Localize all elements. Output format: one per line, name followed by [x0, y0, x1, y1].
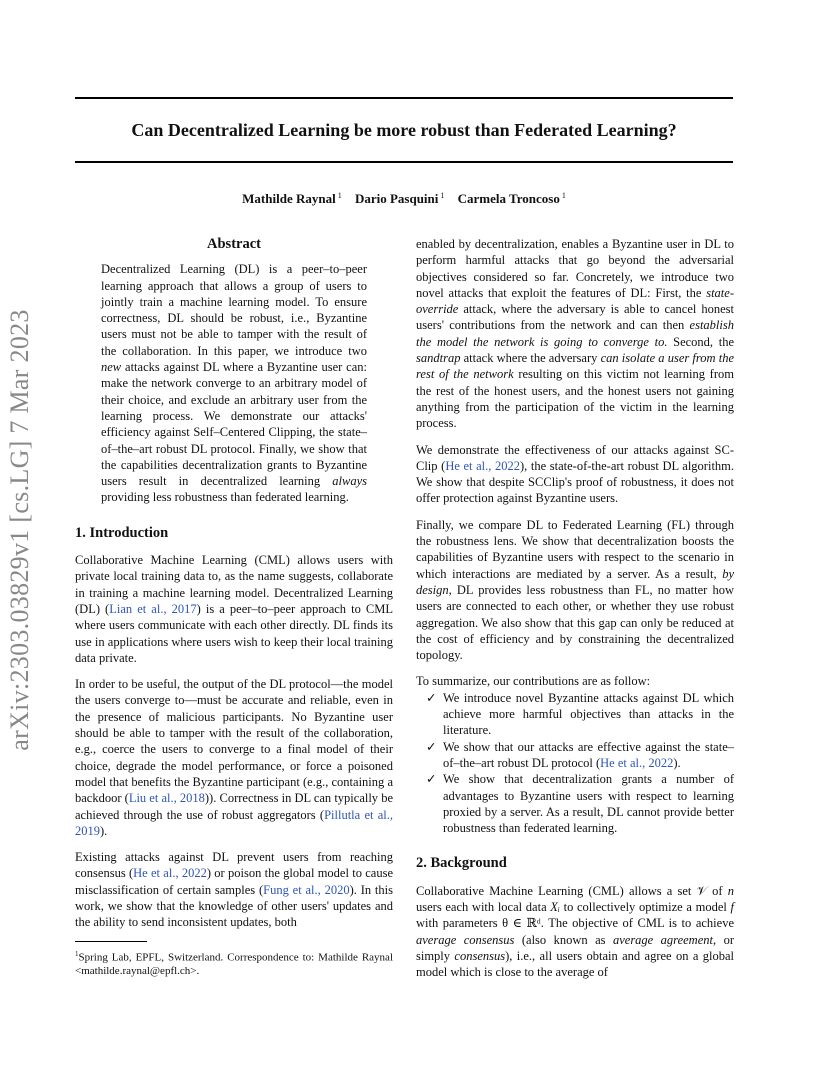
title-rule-top — [75, 97, 733, 99]
list-item: ✓ We introduce novel Byzantine attacks against DL which achieve more harmful objectives than attacks in the literature. — [426, 690, 734, 738]
paper-title: Can Decentralized Learning be more robust than Federated Learning? — [131, 120, 677, 140]
citation-link[interactable]: He et al., 2022 — [445, 458, 520, 473]
abstract-heading: Abstract — [207, 236, 261, 252]
author-list — [75, 191, 733, 207]
checkmark-icon: ✓ — [426, 690, 437, 705]
intro-paragraph-1: Collaborative Machine Learning (CML) allows users with private local training data to, as the name suggests, collaborate in training a machine learning model. Decentralized Learning (DL) (Lian et al., 2017) is a peer–to–peer approach to CML where users communicate with each other directly. DL finds its use in applications where users wish to keep their local training data private. — [75, 553, 394, 665]
citation-link[interactable]: Liu et al., 2018 — [128, 791, 205, 806]
checkmark-icon: ✓ — [426, 772, 437, 787]
author-3: Carmela Troncoso $^1$ — [457, 191, 566, 207]
footnote: $^1$Spring Lab, EPFL, Switzerland. Correspondence to: Mathilde Raynal <mathilde.raynal@epfl.ch>. — [75, 949, 393, 978]
right-column — [416, 236, 734, 990]
background-paragraph: Collaborative Machine Learning (CML) allows a set 𝒱 of n users each with local data Xᵢ to collectively optimize a model f with parameters θ ∈ ℝᵈ. The objective of CML is to achieve average consensus (also known as average agreement, or simply consensus), i.e., all users obtain and agree on a global model which is close to the average of — [416, 883, 735, 980]
arxiv-stamp: arXiv:2303.03829v1 [cs.LG] 7 Mar 2023 — [5, 309, 34, 751]
intro-paragraph-2: In order to be useful, the output of the DL protocol—the model the users converge to—must be accurate and reliable, even in the presence of malicious participants. No Byzantine user should be able to tamper with the result of the collaboration, e.g., coerce the users to converge to a final model of their choice, degrade the model performance, or force a poisoned model that benefits the Byzantine participant (e.g., containing a backdoor (Liu et al., 2018)). Correctness in DL can typically be achieved through the use of robust aggregators (Pillutla et al., 2019). — [75, 677, 393, 838]
citation-link[interactable]: Pillutla et al., 2019 — [75, 807, 393, 838]
right-paragraph-2: We demonstrate the effectiveness of our attacks against SC-Clip (He et al., 2022), the state-of-the-art robust DL algorithm. We show that despite SCClip's proof of robustness, it does not offer protection against Byzantine users. — [416, 442, 735, 506]
citation-link[interactable]: Fung et al., 2020 — [263, 882, 350, 897]
checkmark-icon: ✓ — [426, 739, 437, 754]
author-1: Mathilde Raynal $^1$ — [242, 191, 342, 207]
citation-link[interactable]: Lian et al., 2017 — [109, 601, 197, 616]
citation-link[interactable]: He et al., 2022 — [133, 866, 207, 881]
intro-heading: 1. Introduction — [75, 524, 169, 541]
abstract-body: Decentralized Learning (DL) is a peer–to–peer learning approach that allows a group of users to jointly train a machine learning model. To ensure correctness, DL should be robust, i.e., Byzantine users must not be able to tamper with the result of the collaboration. In this paper, we introduce two new attacks against DL where a Byzantine user can: make the network converge to an arbitrary model of their choice, and exclude an arbitrary user from the learning process. We demonstrate our attacks' efficiency against Self–Centered Clipping, the state–of–the–art robust DL protocol. Finally, we show that the capabilities decentralization grants to Byzantine users result in decentralized learning always providing less robustness than federated learning. — [101, 262, 367, 505]
left-column — [75, 236, 393, 978]
list-item: ✓ We show that decentralization grants a number of advantages to Byzantine users with respect to learning proxied by a server. As a result, DL cannot provide better robustness than federated learning. — [426, 772, 734, 836]
footnote-rule — [75, 941, 147, 942]
intro-paragraph-3: Existing attacks against DL prevent users from reaching consensus (He et al., 2022) or poison the global model to cause misclassification of certain samples (Fung et al., 2020). In this work, we show that the knowledge of other users' updates and the ability to send inconsistent updates, both — [75, 850, 393, 930]
background-heading: 2. Background — [416, 855, 507, 872]
right-paragraph-3: Finally, we compare DL to Federated Learning (FL) through the robustness lens. We show that decentralization boosts the capabilities of Byzantine users with respect to the scenario in which interactions are mediated by a server. As a result, by design, DL provides less robustness than FL, no matter how users are connected to each other, or whether they use robust aggregation. We also show that this gap can only be reduced at the cost of efficiency and by constraining the decentralized topology. — [416, 517, 734, 663]
title-rule-bottom — [75, 161, 733, 163]
author-2: Dario Pasquini $^1$ — [354, 191, 445, 207]
contributions-intro: To summarize, our contributions are as follow: — [416, 674, 651, 689]
right-paragraph-1: enabled by decentralization, enables a Byzantine user in DL to perform harmful attacks that go beyond the adversarial objectives considered so far. Concretely, we introduce two novel attacks that exploit the features of DL: First, the state-override attack, where the adversary is able to cancel honest users' contributions from the network and can then establish the model the network is going to converge to. Second, the sandtrap attack where the adversary can isolate a user from the rest of the network resulting on this victim not learning from the rest of the honest users, and the honest users not gaining anything from the participation of the victim in the learning process. — [416, 237, 735, 431]
contributions-list — [416, 690, 734, 837]
list-item: ✓ We show that our attacks are effective against the state–of–the–art robust DL protocol (He et al., 2022). — [426, 739, 734, 770]
citation-link[interactable]: He et al., 2022 — [600, 755, 674, 770]
